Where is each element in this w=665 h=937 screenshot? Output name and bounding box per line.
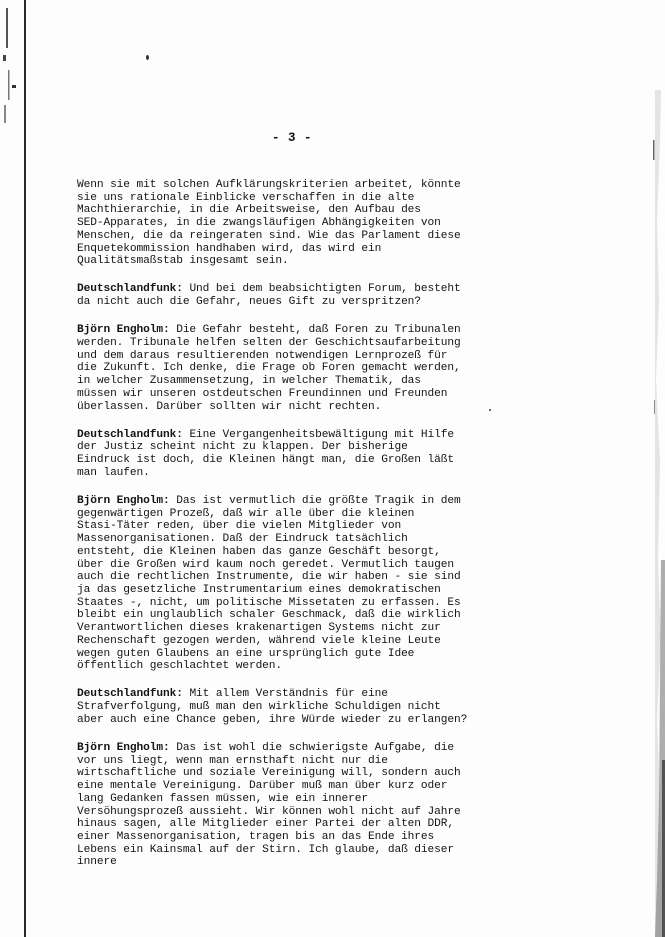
speaker-label: Deutschlandfunk: (77, 283, 183, 296)
paragraph-4 (77, 429, 517, 480)
body-text (77, 179, 517, 885)
speaker-label: Deutschlandfunk: (77, 688, 183, 701)
speaker-label: Björn Engholm: (77, 324, 170, 337)
paragraph-7 (77, 742, 517, 869)
paragraph-text: Mit allem Verständnis für eine Strafverfolgung, muß man den wirkliche Schuldigen nicht aber auch eine Chance geben, ihre Würde wieder zu erlangen? (77, 688, 468, 726)
scan-border-line (24, 0, 26, 937)
paragraph-text: Das ist vermutlich die größte Tragik in dem gegenwärtigen Prozeß, daß wir alle über die kleinen Stasi-Täter reden, über die vielen Mitglieder von Massenorganisationen. Daß der Eindruck tatsächlich entsteht, die Kleinen haben das ganze Geschäft besorgt, über die Großen wird kaum noch geredet. Vermutlich taugen auch die rechtlichen Instrumente, die wir haben - sie sind ja das gesetzliche Instrumentarium eines demokratischen Staates -, nicht, um politische Missetaten zu erfassen. Es bleibt ein unglaublich schaler Geschmack, daß die wirklich Verantwortlichen dieses krakenartigen Systems nicht zur Rechenschaft gezogen werden, während viele kleine Leute wegen guten Glaubens an eine ursprünglich gute Idee öffentlich geschlachtet werden. (77, 495, 461, 673)
paragraph-text: Eine Vergangenheitsbewältigung mit Hilfe der Justiz scheint nicht zu klappen. Der bisherige Eindruck ist doch, die Kleinen hängt man, die Großen läßt man laufen. (77, 428, 454, 479)
paragraph-text: Das ist wohl die schwierigste Aufgabe, die vor uns liegt, wenn man ernsthaft nicht nur die wirtschaftliche und soziale Vereinigung will, sondern auch eine mentale Vereinigung. Darüber muß man über kurz oder lang Gedanken fassen müssen, wie ein innerer Versöhungsprozeß aussieht. Wir können wohl nicht auf Jahre hinaus sagen, alle Mitglieder einer Partei der alten DDR, einer Massenorganisation, tragen bis an das Ende ihres Lebens ein Kainsmal auf der Stirn. Ich glaube, daß dieser innere (77, 742, 461, 869)
scan-edge-left (0, 0, 22, 130)
paragraph-2 (77, 283, 517, 308)
paragraph-3 (77, 324, 517, 413)
speaker-label: Björn Engholm: (77, 742, 170, 755)
paragraph-text: Die Gefahr besteht, daß Foren zu Tribunalen werden. Tribunale helfen selten der Geschichtsaufarbeitung und dem daraus resultierenden notwendigen Lernprozeß für die Zukunft. Ich denke, die Frage ob Foren gemacht werden, in welcher Zusammensetzung, in welcher Thematik, das müssen wir unseren ostdeutschen Freundinnen und Freunden überlassen. Darüber sollten wir nicht rechten. (77, 324, 461, 413)
page-number: - 3 - (272, 131, 313, 145)
scan-edge-right (605, 0, 665, 937)
speaker-label: Deutschlandfunk: (77, 428, 183, 441)
paragraph-text: Und bei dem beabsichtigten Forum, besteht da nicht auch die Gefahr, neues Gift zu verspritzen? (77, 283, 461, 309)
speaker-label: Björn Engholm: (77, 495, 170, 508)
paragraph-6 (77, 688, 517, 726)
paragraph-5 (77, 495, 517, 673)
scan-speck (146, 55, 149, 60)
paragraph-text: Wenn sie mit solchen Aufklärungskriterien arbeitet, könnte sie uns rationale Einblicke verschaffen in die alte Machthierarchie, in die Arbeitsweise, den Aufbau des SED-Apparates, in die zwangsläufigen Abhängigkeiten von Menschen, die da reingeraten sind. Wie das Parlament diese Enquetekommission handhaben wird, das wird ein Qualitätsmaßstab insgesamt sein. (77, 179, 461, 268)
paragraph-1 (77, 179, 517, 268)
